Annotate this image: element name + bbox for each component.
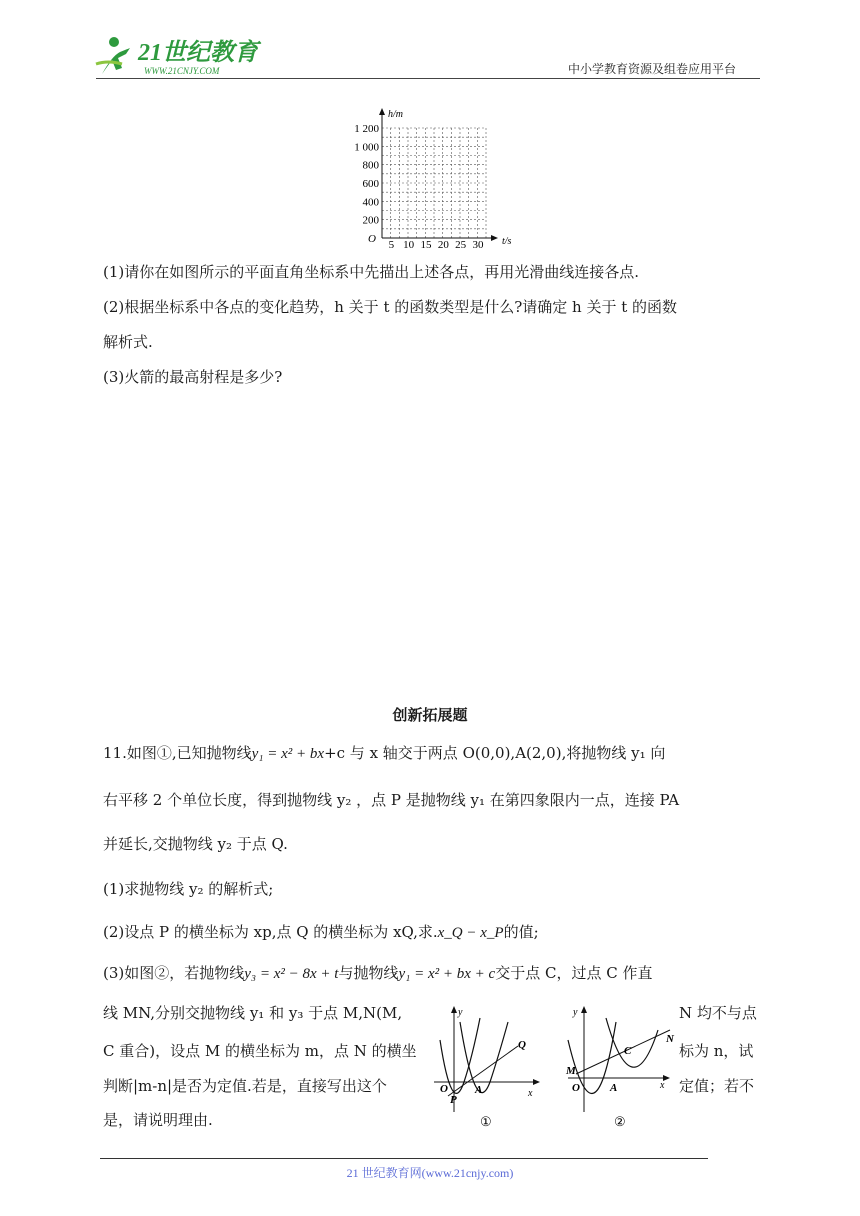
equation-y1-full: y₁ = x² + bx + c	[398, 966, 496, 982]
p11-text: 与抛物线	[338, 964, 399, 982]
p11-text: +c 与 x 轴交于两点 O(0,0),A(2,0),将抛物线 y₁ 向	[324, 744, 666, 762]
wrap-right-3: 定值；若不	[679, 1077, 755, 1095]
wrap-left-2: C 重合)，设点 M 的横坐标为 m，点 N 的横坐	[103, 1042, 417, 1060]
fig1-label-x: x	[528, 1088, 533, 1099]
y-tick-label: 200	[362, 214, 379, 227]
wrap-left-4: 是，请说明理由.	[103, 1111, 213, 1129]
sub-question-1: (1)求抛物线 y₂ 的解析式;	[103, 880, 274, 898]
sub-question-3	[103, 963, 652, 984]
x-tick-label: 15	[420, 239, 432, 248]
equation-y3: y₃ = x² − 8x + t	[244, 966, 339, 982]
p11-text: 的值;	[503, 923, 539, 941]
footer-text: 21 世纪教育网(www.21cnjy.com)	[346, 1166, 514, 1180]
y-tick-label: 800	[362, 159, 379, 172]
problem-11-line-2: 右平移 2 个单位长度，得到抛物线 y₂ ，点 P 是抛物线 y₁ 在第四象限内一点，连接 PA	[103, 791, 680, 809]
question-1: (1)请你在如图所示的平面直角坐标系中先描出上述各点，再用光滑曲线连接各点.	[103, 263, 640, 281]
section-title: 创新拓展题	[392, 706, 468, 724]
p11-text: 交于点 C，过点 C 作直	[495, 964, 653, 982]
y-tick-label: 1 200	[354, 123, 379, 135]
x-tick-label: 20	[437, 239, 449, 248]
x-tick-label: 25	[455, 239, 467, 248]
figure-1	[428, 1000, 548, 1132]
problem-11-line-3: 并延长,交抛物线 y₂ 于点 Q.	[103, 835, 288, 853]
x-tick-label: 10	[403, 239, 415, 248]
question-2-cont: 解析式.	[103, 333, 153, 351]
platform-title: 中小学教育资源及组卷应用平台	[568, 62, 737, 76]
wrap-left-3: 判断|m-n|是否为定值.若是，直接写出这个	[103, 1077, 387, 1095]
wrap-left-1: 线 MN,分别交抛物线 y₁ 和 y₃ 于点 M,N(M,	[103, 1004, 403, 1022]
logo-url: WWW.21CNJY.COM	[144, 66, 220, 76]
logo-text: 21世纪教育	[138, 40, 258, 66]
y-tick-label: 1 000	[354, 141, 379, 154]
x-tick-label: 5	[388, 239, 395, 248]
fig1-label-a: A	[475, 1084, 483, 1096]
site-logo	[92, 34, 262, 80]
question-3: (3)火箭的最高射程是多少?	[103, 368, 283, 386]
fig1-caption: ①	[480, 1114, 492, 1129]
wrap-right-1: N 均不与点	[679, 1004, 757, 1022]
y-tick-label: 400	[362, 196, 379, 209]
problem-11-line-1	[103, 743, 665, 764]
fig2-label-a: A	[610, 1082, 618, 1094]
fig1-label-o: O	[440, 1083, 448, 1095]
p11-text: (2)设点 P 的横坐标为 xp,点 Q 的横坐标为 xQ,求.	[103, 923, 438, 941]
fig2-caption: ②	[614, 1114, 626, 1129]
fig2-label-m: M	[566, 1065, 576, 1077]
x-axis-label: t/s	[502, 236, 512, 247]
sub-question-2	[103, 922, 539, 943]
fig2-label-c: C	[624, 1045, 632, 1057]
fig2-label-o: O	[572, 1082, 580, 1094]
fig2-label-n: N	[666, 1033, 674, 1045]
header-rule	[96, 78, 760, 79]
figure-2	[562, 1000, 682, 1132]
x-tick-label: 30	[472, 239, 484, 248]
equation-xq-xp: x_Q − x_P	[437, 925, 504, 941]
fig1-label-q: Q	[518, 1039, 526, 1051]
footer-rule	[100, 1158, 708, 1159]
p11-text: 11.如图①,已知抛物线	[103, 744, 252, 762]
y-tick-label: 600	[362, 178, 379, 190]
fig2-label-y: y	[573, 1007, 578, 1018]
fig1-label-p: P	[450, 1094, 457, 1106]
origin-label: O	[368, 233, 376, 245]
equation-y1: y₁ = x² + bx	[251, 746, 325, 762]
p11-text: (3)如图②，若抛物线	[103, 964, 245, 982]
y-axis-label: h/m	[388, 109, 403, 120]
fig1-label-y: y	[458, 1007, 463, 1018]
wrap-right-2: 标为 n，试	[679, 1042, 754, 1060]
coordinate-grid-figure	[330, 106, 530, 248]
fig2-label-x: x	[660, 1080, 665, 1091]
question-2: (2)根据坐标系中各点的变化趋势，h 关于 t 的函数类型是什么?请确定 h 关于 t 的函数	[103, 298, 678, 316]
